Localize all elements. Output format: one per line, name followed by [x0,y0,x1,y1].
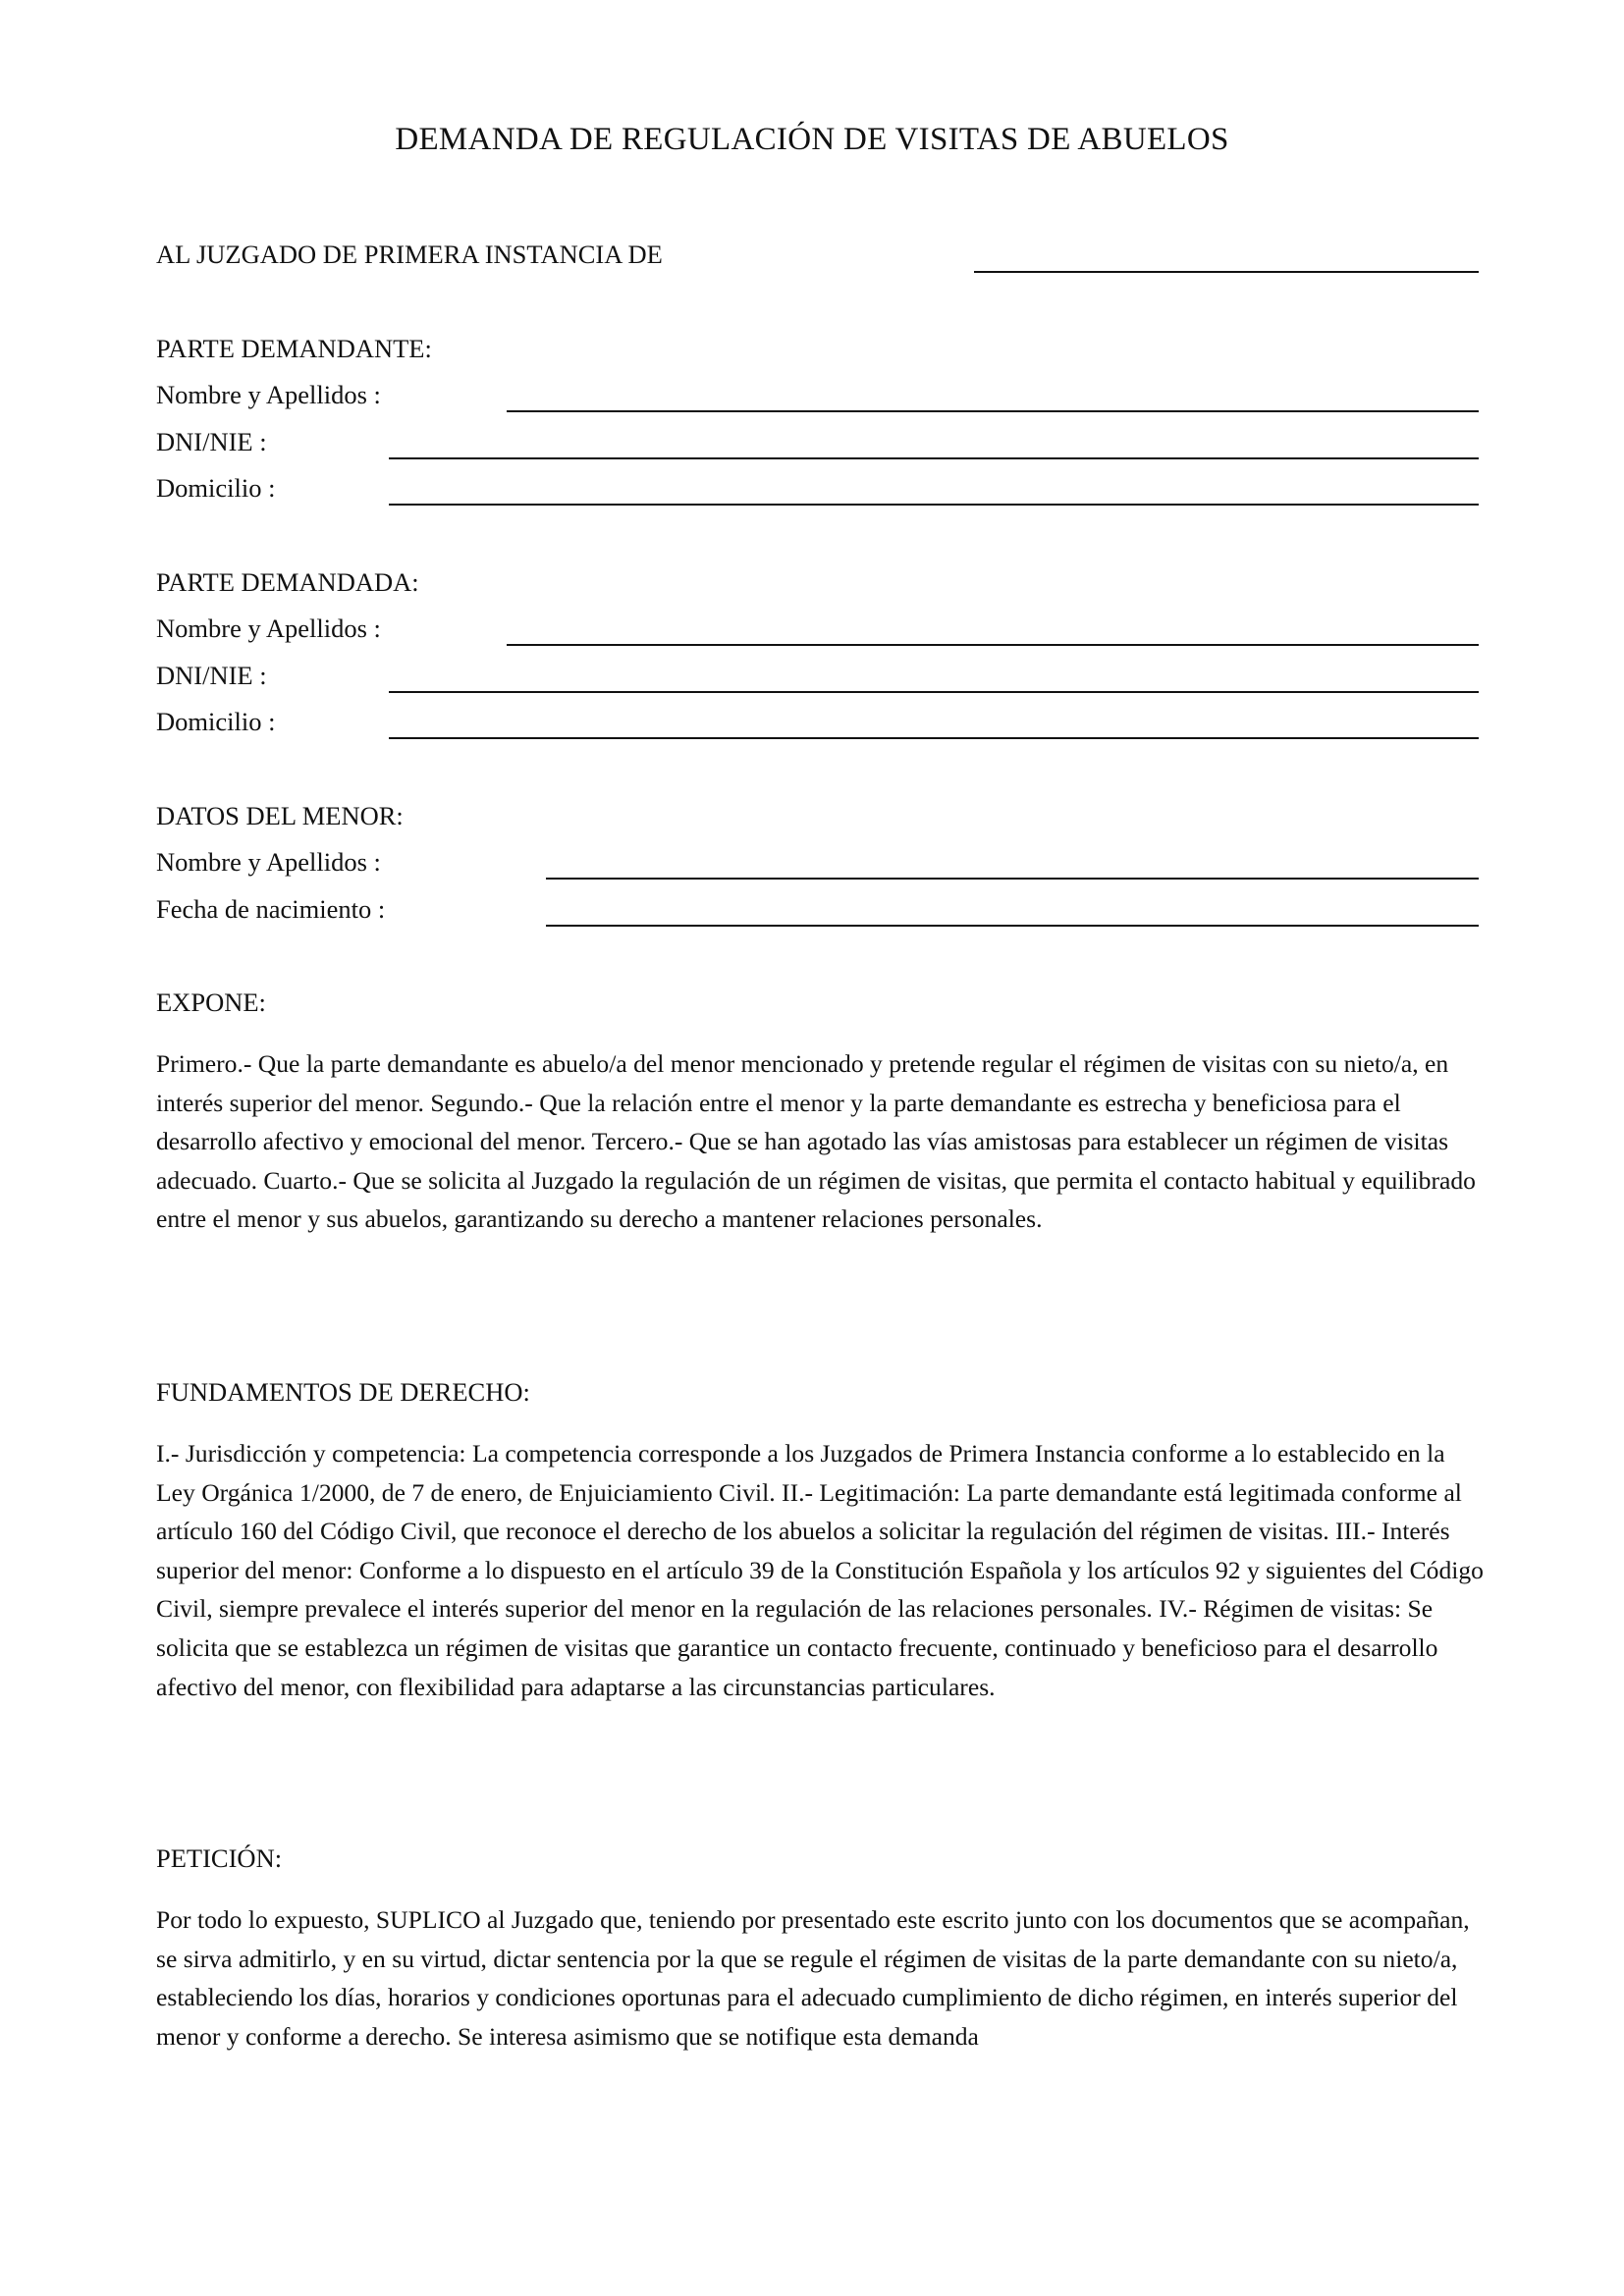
demandada-dni-label: DNI/NIE : [156,661,267,690]
document-title: DEMANDA DE REGULACIÓN DE VISITAS DE ABUELOS [395,122,1229,157]
expone-body: Primero.- Que la parte demandante es abuelo/a del menor mencionado y pretende regular el régimen de visitas con su nieto/a, en interés superior del menor. Segundo.- Que la relación entre el menor y la parte demandante es estrecha y beneficiosa para el desarrollo afectivo y emocional del menor. Tercero.- Que se han agotado las vías amistosas para establecer un régimen de visitas adecuado. Cuarto.- Que se solicita al Juzgado la regulación de un régimen de visitas, que permita el contacto habitual y equilibrado entre el menor y sus abuelos, garantizando su derecho a mantener relaciones personales. [156,1049,1476,1234]
menor-birth-label: Fecha de nacimiento : [156,894,386,924]
menor-birth-line[interactable] [546,925,1479,927]
demandante-dni-line[interactable] [389,457,1479,459]
demandada-heading: PARTE DEMANDADA: [156,567,419,597]
demandada-address-label: Domicilio : [156,707,276,736]
fundamentos-body: I.- Jurisdicción y competencia: La competencia corresponde a los Juzgados de Primera Instancia conforme a lo establecido en la Ley Orgánica 1/2000, de 7 de enero, de Enjuiciamiento Civil. II.- Legitimación: La parte demandante está legitimada conforme al artículo 160 del Código Civil, que reconoce el derecho de los abuelos a solicitar la regulación del régimen de visitas. III.- Interés superior del menor: Conforme a lo dispuesto en el artículo 39 de la Constitución Española y los artículos 92 y siguientes del Código Civil, siempre prevalece el interés superior del menor en la regulación de las relaciones personales. IV.- Régimen de visitas: Se solicita que se establezca un régimen de visitas que garantice un contacto frecuente, continuado y beneficioso para el desarrollo afectivo del menor, con flexibilidad para adaptarse a las circunstancias particulares. [156,1439,1484,1701]
menor-heading: DATOS DEL MENOR: [156,801,404,830]
demandante-heading: PARTE DEMANDANTE: [156,334,432,363]
peticion-body: Por todo lo expuesto, SUPLICO al Juzgado que, teniendo por presentado este escrito junto con los documentos que se acompañan, se sirva admitirlo, y en su virtud, dictar sentencia por la que se regule el régimen de visitas de la parte demandante con su nieto/a, estableciendo los días, horarios y condiciones oportunas para el adecuado cumplimiento de dicho régimen, en interés superior del menor y conforme a derecho. Se interesa asimismo que se notifique esta demanda [156,1905,1470,2051]
demandante-address-line[interactable] [389,504,1479,506]
demandante-dni-label: DNI/NIE : [156,427,267,456]
court-label: AL JUZGADO DE PRIMERA INSTANCIA DE [156,240,663,269]
demandada-name-label: Nombre y Apellidos : [156,614,381,643]
demandante-address-label: Domicilio : [156,473,276,503]
demandante-name-line[interactable] [507,410,1479,412]
demandada-dni-line[interactable] [389,691,1479,693]
menor-name-label: Nombre y Apellidos : [156,847,381,877]
fundamentos-heading: FUNDAMENTOS DE DERECHO: [156,1377,530,1407]
peticion-heading: PETICIÓN: [156,1843,283,1873]
court-line[interactable] [974,271,1479,273]
expone-heading: EXPONE: [156,988,266,1017]
demandada-name-line[interactable] [507,644,1479,646]
menor-name-line[interactable] [546,878,1479,880]
demandada-address-line[interactable] [389,737,1479,739]
demandante-name-label: Nombre y Apellidos : [156,380,381,409]
